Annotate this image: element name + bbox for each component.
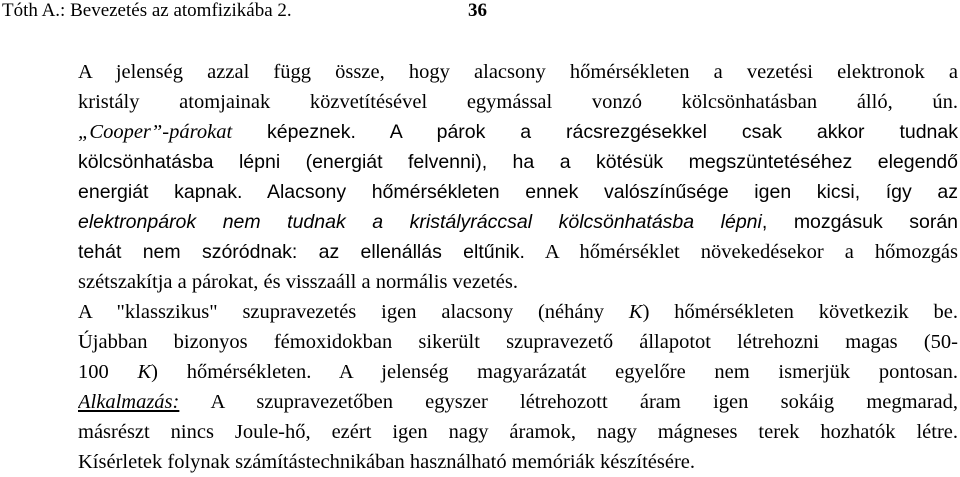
text-segment: kölcsönhatásba lépni (energiát felvenni), ha a kötésük megszüntetéséhez elegendő	[78, 151, 958, 173]
text-segment: Alkalmazás:	[78, 391, 180, 413]
text-segment: A hőmérséklet növekedésekor a hőmozgás	[524, 241, 958, 263]
text-line	[78, 87, 958, 117]
text-segment: Kísérletek folynak számítástechnikában használható memóriák készítésére.	[78, 451, 696, 473]
text-segment: képeznek. A párok a rácsrezgésekkel csak akkor tudnak	[232, 121, 958, 143]
body-text	[78, 57, 958, 477]
text-segment: energiát kapnak.	[78, 181, 243, 203]
text-line	[78, 57, 958, 87]
text-segment: A jelenség azzal függ össze, hogy alacsony hőmérsékleten a vezetési elektronok a	[78, 61, 958, 83]
text-segment: „Cooper”-párokat	[78, 121, 233, 143]
text-segment: , mozgásuk során	[761, 211, 958, 233]
text-segment: A szupravezetőben egyszer létrehozott áram igen sokáig megmarad,	[179, 391, 958, 413]
text-line	[78, 267, 958, 297]
text-line	[78, 117, 958, 147]
text-line	[78, 147, 958, 177]
text-line	[78, 327, 958, 357]
text-line	[78, 387, 958, 417]
text-segment: tehát nem szóródnak: az ellenállás eltűnik.	[78, 241, 525, 263]
text-line	[78, 207, 958, 237]
text-segment: Újabban bizonyos fémoxidokban sikerült szupravezető állapotot létrehozni magas (50-	[78, 331, 958, 353]
text-segment: ) hőmérsékleten következik be.	[642, 301, 958, 323]
text-line	[78, 297, 958, 327]
text-segment: másrészt nincs Joule-hő, ezért igen nagy áramok, nagy mágneses terek hozhatók létre.	[78, 421, 958, 443]
text-line	[78, 237, 958, 267]
text-line	[78, 447, 958, 477]
text-segment: K	[628, 301, 643, 323]
text-segment: elektronpárok nem tudnak a kristályráccsal kölcsönhatásba lépni	[78, 211, 762, 233]
header-title: Tóth A.: Bevezetés az atomfizikába 2.	[2, 0, 292, 21]
page-header	[0, 0, 960, 22]
page-number: 36	[468, 0, 487, 21]
text-segment: szétszakítja a párokat, és visszaáll a normális vezetés.	[78, 271, 518, 293]
text-segment: ) hőmérsékleten. A jelenség magyarázatát egyelőre nem ismerjük pontosan.	[151, 361, 958, 383]
text-line	[78, 417, 958, 447]
text-segment: A "klasszikus" szupravezetés igen alacsony (néhány	[78, 301, 629, 323]
text-segment: kristály atomjainak közvetítésével egymással vonzó kölcsönhatásban álló, ún.	[78, 91, 958, 113]
text-segment: K	[137, 361, 152, 383]
text-segment: 100	[78, 361, 138, 383]
text-line	[78, 177, 958, 207]
text-segment: Alacsony hőmérsékleten ennek valószínűsége igen kicsi, így az	[242, 181, 958, 203]
text-line	[78, 357, 958, 387]
